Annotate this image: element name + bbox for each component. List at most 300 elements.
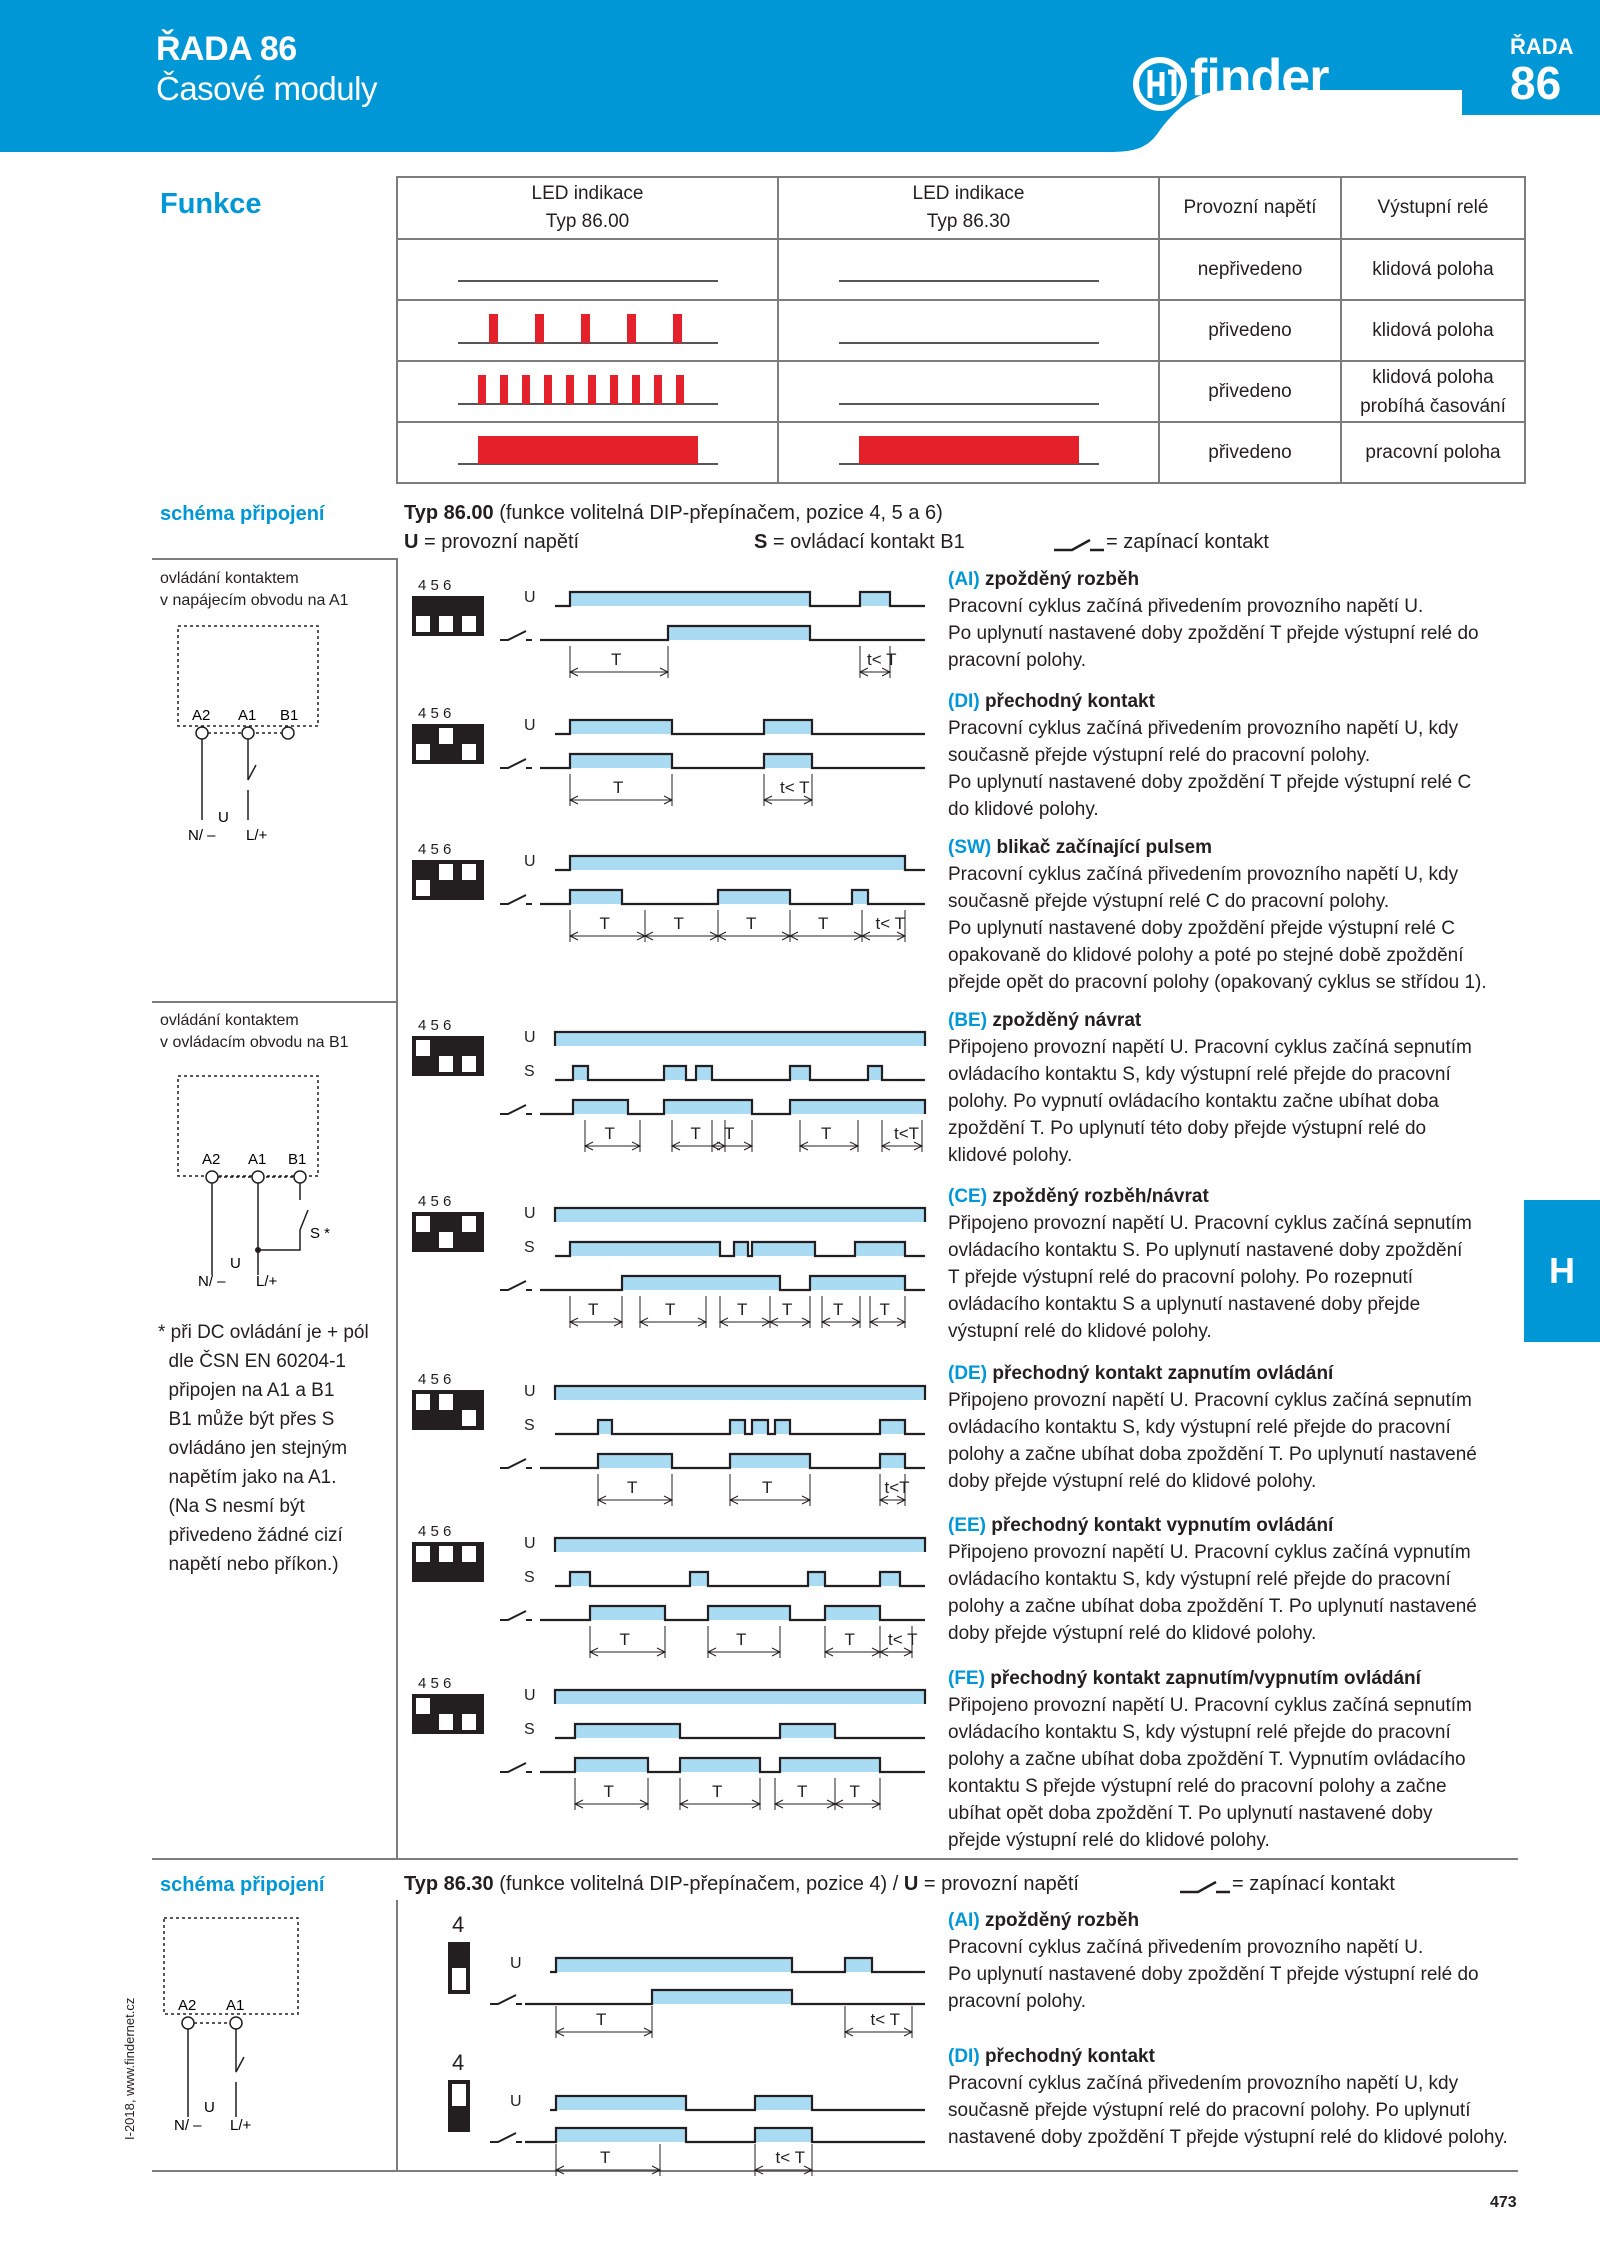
signal-pulse <box>852 890 868 904</box>
signal-pulse <box>622 1276 780 1290</box>
dip-switch-knob <box>439 1056 453 1072</box>
s-symbol: S <box>754 531 768 553</box>
function-di <box>948 688 1471 823</box>
signal-pulse <box>555 1208 925 1222</box>
signal-pulse <box>555 1386 925 1400</box>
signal-label-u: U <box>524 1029 536 1046</box>
dimension <box>718 910 790 942</box>
dimension <box>880 1474 910 1506</box>
series-title: ŘADA 86 <box>156 30 297 68</box>
dim-label: T <box>746 914 757 933</box>
function-di-8630 <box>948 2043 1508 2151</box>
wiring-diagram-a <box>160 620 340 850</box>
dim-label: T <box>724 1124 735 1143</box>
signal-s <box>555 1242 925 1256</box>
signal-pulse <box>868 1066 882 1080</box>
dimension <box>645 910 718 942</box>
u-label: U <box>230 1255 241 1272</box>
contact-symbol <box>1054 536 1104 556</box>
function-title: přechodný kontakt zapnutím/vypnutím ovládání <box>990 1668 1421 1689</box>
divider-vertical-1 <box>396 558 398 1858</box>
signal-label-u: U <box>510 1955 522 1972</box>
divider-bottom <box>152 1858 1518 1860</box>
signal-pulse <box>755 2096 812 2110</box>
dip-switch-knob <box>462 744 476 760</box>
signal-u <box>550 1958 925 1972</box>
signal-pulse <box>775 1420 790 1434</box>
function-fe <box>948 1665 1472 1854</box>
tab-label: ŘADA <box>1510 34 1574 59</box>
signal-label-u: U <box>524 589 536 606</box>
signal-pulse <box>570 720 672 734</box>
dim-label: T <box>611 650 622 669</box>
signal-pulse <box>570 890 622 904</box>
signal-relay <box>540 1758 925 1772</box>
side-tab-label: H <box>1549 1250 1575 1291</box>
function-code: (DE) <box>948 1363 988 1384</box>
contact-icon <box>500 631 532 640</box>
function-title: zpožděný rozběh/návrat <box>992 1186 1209 1207</box>
signal-pulse <box>556 1958 792 1972</box>
divider-left-2 <box>152 1001 396 1003</box>
signal-pulse <box>598 1420 612 1434</box>
dimension <box>720 1296 770 1328</box>
signal-pulse <box>696 1066 712 1080</box>
function-text: Připojeno provozní napětí U. Pracovní cyklus začíná sepnutím ovládacího kontaktu S. Po uplynutí nastavené doby zpoždění T přejde výstupní relé do pracovní polohy. Po rozepnutí ovládacího kontaktu S a uplynutí nastavené doby přejde výstupní relé do klidové polohy. <box>948 1213 1472 1342</box>
signal-pulse <box>590 1606 665 1620</box>
function-text: Pracovní cyklus začíná přivedením provozního napětí U, kdy současně přejde výstupní relé C do pracovní polohy. Po uplynutí nastavené doby zpoždění přejde výstupní relé C opakovaně do klidové polohy a poté po stejné době zpoždění přejde opět do pracovní polohy (opakovaný cyklus se střídou 1). <box>948 864 1487 993</box>
function-title: zpožděný návrat <box>992 1010 1142 1031</box>
function-ai <box>948 566 1479 674</box>
dim-label: t< T <box>775 2148 805 2167</box>
timing-sw <box>400 836 960 1006</box>
signal-pulse <box>810 1276 905 1290</box>
function-title: přechodný kontakt zapnutím ovládání <box>992 1363 1334 1384</box>
signal-pulse <box>790 1100 925 1114</box>
dimension <box>680 1778 760 1810</box>
dim-label: t< T <box>867 650 897 669</box>
timing-ai-8630 <box>400 1908 960 2048</box>
signal-pulse <box>752 1242 815 1256</box>
signal-label-u: U <box>524 1205 536 1222</box>
dimension <box>845 2006 912 2038</box>
signal-pulse <box>664 1100 752 1114</box>
dimension <box>672 1120 725 1152</box>
n-label: N/ – <box>174 2117 202 2134</box>
function-title: přechodný kontakt <box>984 691 1155 712</box>
dimension <box>790 910 862 942</box>
dimension <box>825 1626 880 1658</box>
n-label: N/ – <box>188 827 216 844</box>
type-desc: (funkce volitelná DIP-přepínačem, pozice 4) / <box>493 1873 904 1895</box>
dc-note: * při DC ovládání je + pól dle ČSN EN 60204-1 připojen na A1 a B1 B1 může být přes S ovládáno jen stejným napětím jako na A1. (Na S nesmí být přivedeno žádné cizí napětí nebo příkon.) <box>158 1322 369 1575</box>
terminal-a2: A2 <box>192 707 211 724</box>
signal-label-s: S <box>524 1569 535 1586</box>
signal-pulse <box>664 1066 686 1080</box>
side-label-b1: ovládání kontaktem v ovládacím obvodu na B1 <box>160 1012 349 1051</box>
dimension <box>822 1296 860 1328</box>
contact-icon <box>500 895 532 904</box>
signal-pulse <box>570 754 672 768</box>
dip-position: 4 <box>452 2050 465 2075</box>
signal-u <box>550 2096 925 2110</box>
dim-label: t<T <box>884 1478 910 1497</box>
signal-label-s: S <box>524 1721 535 1738</box>
dim-label: T <box>818 914 829 933</box>
signal-pulse <box>570 1242 720 1256</box>
brand-name: finder <box>1190 49 1329 107</box>
section-title: Funkce <box>160 188 262 220</box>
dim-label: t< T <box>780 778 810 797</box>
signal-label-u: U <box>524 717 536 734</box>
u-desc: = provozní napětí <box>418 531 580 553</box>
dip-switch-knob <box>416 1216 430 1232</box>
footer-side-text: I-2018, www.findernet.cz <box>122 1997 137 2140</box>
function-code: (BE) <box>948 1010 988 1031</box>
dimension <box>570 1296 622 1328</box>
u-symbol: U <box>903 1873 919 1895</box>
dimension <box>598 1474 672 1506</box>
dimension <box>882 1120 922 1152</box>
terminal-b1: B1 <box>280 707 299 724</box>
signal-pulse <box>845 1958 872 1972</box>
function-text: Připojeno provozní napětí U. Pracovní cyklus začíná vypnutím ovládacího kontaktu S, kdy výstupní relé přejde do pracovní polohy a začne ubíhat doba zpoždění T. Po uplynutí nastavené doby přejde výstupní relé do klidové polohy. <box>948 1542 1477 1644</box>
signal-relay <box>540 1606 925 1620</box>
signal-label-u: U <box>510 2093 522 2110</box>
dim-label: T <box>627 1478 638 1497</box>
signal-pulse <box>808 1572 825 1586</box>
dim-label: T <box>613 778 624 797</box>
signal-u <box>555 592 925 606</box>
divider-left-1 <box>152 558 396 560</box>
dimension <box>590 1626 665 1658</box>
dimension <box>770 1296 810 1328</box>
function-title: zpožděný rozběh <box>984 569 1140 590</box>
signal-pulse <box>860 592 890 606</box>
dim-label: T <box>619 1630 630 1649</box>
led-8600-off <box>397 239 778 300</box>
signal-pulse <box>855 1242 905 1256</box>
signal-pulse <box>680 1758 760 1772</box>
led-table <box>396 176 1526 484</box>
voltage-cell: přivedeno <box>1159 300 1341 361</box>
relay-cell: klidová poloha <box>1341 300 1525 361</box>
function-ai-8630 <box>948 1907 1479 2015</box>
signal-label-u: U <box>524 1535 536 1552</box>
dip-switch-knob <box>462 864 476 880</box>
dimension <box>640 1296 706 1328</box>
signal-pulse <box>573 1066 588 1080</box>
dip-positions: 4 5 6 <box>418 1017 452 1034</box>
page-number: 473 <box>1490 2194 1517 2211</box>
dimension <box>755 2144 812 2176</box>
dimension <box>870 1296 905 1328</box>
dimension <box>880 1626 917 1658</box>
function-text: Pracovní cyklus začíná přivedením provozního napětí U, kdy současně přejde výstupní relé do pracovní polohy. Po uplynutí nastavené doby zpoždění T přejde výstupní relé do klidové polohy. <box>948 2073 1508 2148</box>
led-8630-on <box>778 422 1159 483</box>
signal-relay <box>540 1276 925 1290</box>
type-code: Typ 86.00 <box>404 502 494 524</box>
dip-switch-knob <box>439 616 453 632</box>
voltage-cell: přivedeno <box>1159 361 1341 422</box>
dimension <box>570 774 672 806</box>
signal-relay <box>525 2128 925 2142</box>
dip-switch-knob <box>462 1056 476 1072</box>
dip-switch-knob <box>416 1040 430 1056</box>
dim-label: T <box>588 1300 599 1319</box>
led-8630-off <box>778 361 1159 422</box>
dim-label: t< T <box>888 1630 918 1649</box>
dip-positions: 4 5 6 <box>418 1675 452 1692</box>
dim-label: T <box>782 1300 793 1319</box>
dimension <box>556 2144 660 2176</box>
dim-label: T <box>737 1300 748 1319</box>
signal-pulse <box>708 1606 790 1620</box>
function-text: Připojeno provozní napětí U. Pracovní cyklus začíná sepnutím ovládacího kontaktu S, kdy výstupní relé přejde do pracovní polohy a začne ubíhat doba zpoždění T. Vypnutím ovládacího kontaktu S přejde výstupní relé do pracovní polohy a začne ubíhat opět doba zpoždění T. Po uplynutí nastavené doby přejde výstupní relé do klidové polohy. <box>948 1695 1472 1851</box>
function-ce <box>948 1183 1472 1345</box>
dim-label: T <box>599 914 610 933</box>
signal-pulse <box>555 1690 925 1704</box>
l-label: L/+ <box>246 827 268 844</box>
led-8600-fast-blink <box>397 361 778 422</box>
signal-pulse <box>730 1454 810 1468</box>
dip-positions: 4 5 6 <box>418 705 452 722</box>
led-8600-slow-blink <box>397 300 778 361</box>
led-header-8630: LED indikace Typ 86.30 <box>778 177 1159 239</box>
contact-icon <box>500 1459 532 1468</box>
s-contact-label: S * <box>310 1225 331 1242</box>
wiring-diagram-b <box>160 1070 340 1300</box>
schema-type <box>404 502 943 525</box>
contact-icon <box>500 1105 532 1114</box>
signal-pulse <box>652 1990 792 2004</box>
dimension <box>556 2006 652 2038</box>
dimension <box>730 1474 810 1506</box>
finder-logo <box>1128 49 1368 116</box>
signal-pulse <box>780 1758 880 1772</box>
signal-line <box>555 1572 925 1586</box>
signal-pulse <box>555 1538 925 1552</box>
dip-switch-knob <box>462 1546 476 1562</box>
signal-u <box>555 1032 925 1046</box>
wiring-diagram-c <box>160 1912 340 2142</box>
function-title: blikač začínající pulsem <box>996 837 1212 858</box>
dimension <box>575 1778 648 1810</box>
terminal-a1: A1 <box>248 1151 267 1168</box>
led-header-8600: LED indikace Typ 86.00 <box>397 177 778 239</box>
function-code: (CE) <box>948 1186 988 1207</box>
dip-positions: 4 5 6 <box>418 841 452 858</box>
signal-pulse <box>668 626 810 640</box>
dip-switch-knob <box>416 1546 430 1562</box>
s-desc: = ovládací kontakt B1 <box>767 531 965 553</box>
dim-label: T <box>673 914 684 933</box>
contact-icon <box>500 1763 532 1772</box>
dip-positions: 4 5 6 <box>418 577 452 594</box>
dip-switch-knob <box>439 1394 453 1410</box>
dip-switch-knob <box>416 1698 430 1714</box>
schema-label-2: schéma připojení <box>160 1874 325 1896</box>
u-symbol: U <box>404 531 419 553</box>
signal-pulse <box>764 720 812 734</box>
voltage-cell: přivedeno <box>1159 422 1341 483</box>
dip-switch-knob <box>439 864 453 880</box>
signal-pulse <box>764 754 812 768</box>
function-title: zpožděný rozběh <box>984 1910 1140 1931</box>
dim-label: T <box>600 2148 611 2167</box>
dip-switch-knob <box>439 1714 453 1730</box>
dim-label: T <box>762 1478 773 1497</box>
signal-u <box>555 1208 925 1222</box>
timing-ee <box>400 1518 960 1688</box>
u-legend <box>404 531 579 554</box>
dim-label: t< T <box>875 914 905 933</box>
signal-label-s: S <box>524 1239 535 1256</box>
signal-pulse <box>880 1454 905 1468</box>
contact-icon <box>500 759 532 768</box>
dip-switch-knob <box>462 1714 476 1730</box>
dim-label: T <box>797 1782 808 1801</box>
dimension <box>835 1778 880 1810</box>
dimension <box>860 646 896 678</box>
signal-s <box>555 1420 925 1434</box>
dim-label: T <box>821 1124 832 1143</box>
function-title: přechodný kontakt <box>984 2046 1155 2067</box>
signal-s <box>555 1066 925 1080</box>
dim-label: t<T <box>894 1124 920 1143</box>
signal-pulse <box>734 1242 748 1256</box>
dimension <box>712 1120 752 1152</box>
contact-legend: = zapínací kontakt <box>1106 531 1269 553</box>
signal-u <box>555 720 925 734</box>
dimension <box>862 910 905 942</box>
contact-icon <box>500 1611 532 1620</box>
u-label: U <box>218 809 229 826</box>
function-be <box>948 1007 1472 1169</box>
signal-pulse <box>575 1758 648 1772</box>
dip-switch-knob <box>452 2084 466 2106</box>
function-text: Připojeno provozní napětí U. Pracovní cyklus začíná sepnutím ovládacího kontaktu S, kdy výstupní relé přejde do pracovní polohy a začne ubíhat doba zpoždění T. Po uplynutí nastavené doby přejde výstupní relé do klidové polohy. <box>948 1390 1477 1492</box>
dimension <box>585 1120 640 1152</box>
l-label: L/+ <box>256 1273 278 1290</box>
dim-label: T <box>690 1124 701 1143</box>
dim-label: T <box>596 2010 607 2029</box>
signal-pulse <box>570 856 905 870</box>
relay-cell: klidová poloha <box>1341 239 1525 300</box>
signal-pulse <box>690 1572 708 1586</box>
signal-pulse <box>752 1420 768 1434</box>
dim-label: T <box>849 1782 860 1801</box>
signal-pulse <box>570 1572 590 1586</box>
signal-u <box>555 1538 925 1552</box>
signal-pulse <box>780 1724 835 1738</box>
type-code: Typ 86.30 <box>404 1873 494 1895</box>
timing-di-8630 <box>400 2046 960 2186</box>
dimension <box>570 910 645 942</box>
dip-switch-knob <box>452 1968 466 1990</box>
signal-pulse <box>556 2096 686 2110</box>
signal-pulse <box>555 1032 925 1046</box>
signal-s <box>555 1572 925 1586</box>
signal-relay <box>540 1100 925 1114</box>
function-sw <box>948 834 1487 996</box>
schema-label: schéma připojení <box>160 503 325 525</box>
signal-pulse <box>880 1420 905 1434</box>
led-8600-on <box>397 422 778 483</box>
timing-be <box>400 1012 960 1182</box>
terminal-a2: A2 <box>202 1151 221 1168</box>
terminal-a2: A2 <box>178 1997 197 2014</box>
voltage-cell: nepřivedeno <box>1159 239 1341 300</box>
dim-label: T <box>665 1300 676 1319</box>
signal-u <box>555 1690 925 1704</box>
function-code: (FE) <box>948 1668 985 1689</box>
terminal-a1: A1 <box>238 707 257 724</box>
dip-switch-knob <box>439 1232 453 1248</box>
s-legend <box>754 531 965 554</box>
function-text: Připojeno provozní napětí U. Pracovní cyklus začíná sepnutím ovládacího kontaktu S, kdy výstupní relé přejde do pracovní polohy. Po vypnutí ovládacího kontaktu začne ubíhat doba zpoždění T. Po uplynutí této doby přejde výstupní relé do klidové polohy. <box>948 1037 1472 1166</box>
l-label: L/+ <box>230 2117 252 2134</box>
led-8630-off <box>778 300 1159 361</box>
signal-pulse <box>880 1572 900 1586</box>
contact-icon <box>490 2133 522 2142</box>
signal-label-s: S <box>524 1063 535 1080</box>
dip-switch-knob <box>416 744 430 760</box>
dim-label: T <box>712 1782 723 1801</box>
dip-positions: 4 5 6 <box>418 1371 452 1388</box>
function-ee <box>948 1512 1477 1647</box>
function-text: Pracovní cyklus začíná přivedením provozního napětí U. Po uplynutí nastavené doby zpoždění T přejde výstupní relé do pracovní polohy. <box>948 596 1479 671</box>
dim-label: T <box>879 1300 890 1319</box>
signal-u <box>555 856 925 870</box>
dip-switch-knob <box>462 1410 476 1426</box>
function-code: (EE) <box>948 1515 986 1536</box>
signal-relay <box>540 754 925 768</box>
relay-cell: klidová poloha probíhá časování <box>1341 361 1525 422</box>
dim-label: T <box>833 1300 844 1319</box>
side-label-a1: ovládání kontaktem v napájecím obvodu na A1 <box>160 570 349 609</box>
dim-label: T <box>604 1124 615 1143</box>
function-code: (SW) <box>948 837 992 858</box>
function-code: (DI) <box>948 691 980 712</box>
contact-legend-2: = zapínací kontakt <box>1232 1873 1395 1895</box>
function-code: (AI) <box>948 569 980 590</box>
u-desc: = provozní napětí <box>918 1873 1079 1895</box>
function-text: Pracovní cyklus začíná přivedením provozního napětí U, kdy současně přejde výstupní relé do pracovní polohy. Po uplynutí nastavené doby zpoždění T přejde výstupní relé C do klidové polohy. <box>948 718 1472 820</box>
side-tab-h <box>1524 1200 1600 1342</box>
dip-switch-knob <box>462 1216 476 1232</box>
timing-ce <box>400 1188 960 1358</box>
function-text: Pracovní cyklus začíná přivedením provozního napětí U. Po uplynutí nastavené doby zpoždění T přejde výstupní relé do pracovní polohy. <box>948 1937 1479 2012</box>
signal-pulse <box>718 890 790 904</box>
signal-label-u: U <box>524 1687 536 1704</box>
dip-positions: 4 5 6 <box>418 1193 452 1210</box>
relay-header: Výstupní relé <box>1341 177 1525 239</box>
dim-label: T <box>736 1630 747 1649</box>
contact-symbol <box>1180 1878 1230 1898</box>
dip-positions: 4 5 6 <box>418 1523 452 1540</box>
dip-switch-knob <box>416 1394 430 1410</box>
dip-switch-knob <box>416 616 430 632</box>
signal-relay <box>525 1990 925 2004</box>
signal-u <box>555 1386 925 1400</box>
timing-fe <box>400 1670 960 1840</box>
function-de <box>948 1360 1477 1495</box>
series-subtitle: Časové moduly <box>156 70 377 107</box>
divider-vertical-2 <box>396 1900 398 2170</box>
relay-cell: pracovní poloha <box>1341 422 1525 483</box>
signal-s <box>555 1724 925 1738</box>
